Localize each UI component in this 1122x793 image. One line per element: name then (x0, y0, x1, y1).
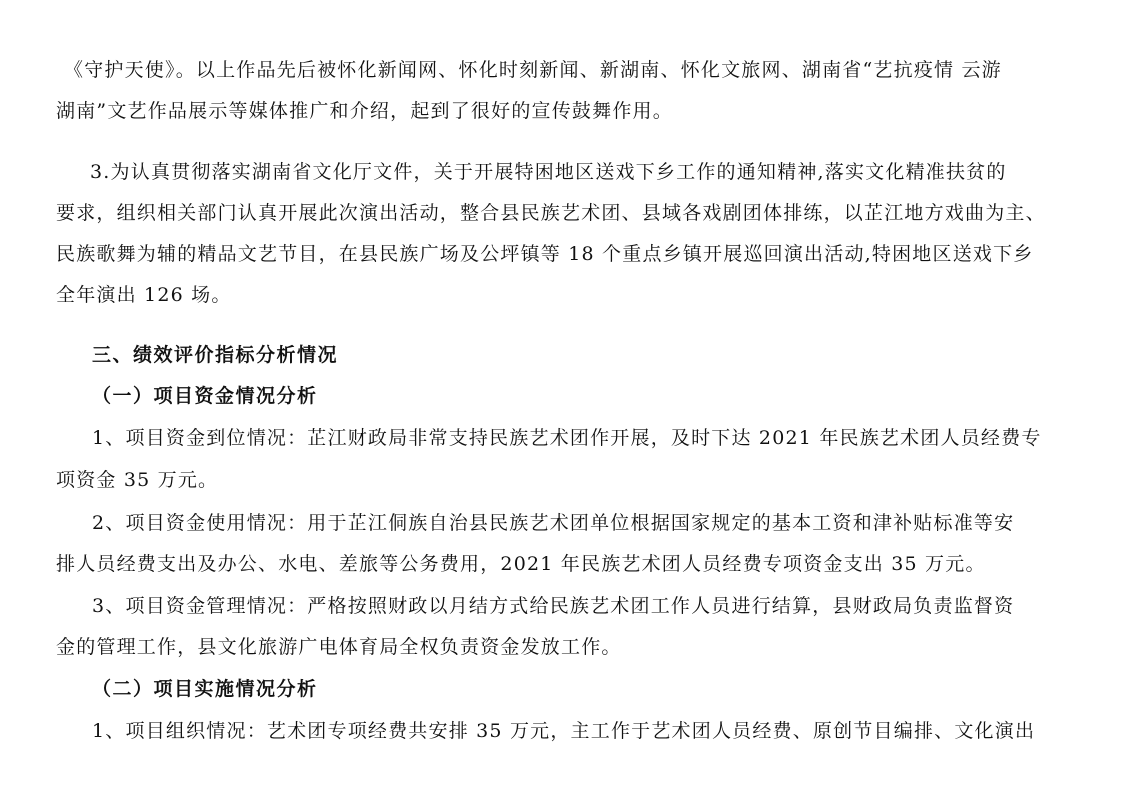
subsection-2-item-1-line-1: 1、项目组织情况：艺术团专项经费共安排 35 万元，主工作于艺术团人员经费、原创节目编排、文化演出 (92, 720, 1036, 742)
paragraph-2-line-3: 民族歌舞为辅的精品文艺节目，在县民族广场及公坪镇等 18 个重点乡镇开展巡回演出活动,特困地区送戏下乡 (56, 243, 1034, 265)
section-3-heading: 三、绩效评价指标分析情况 (92, 344, 339, 366)
paragraph-1-line-1: 《守护天使》。以上作品先后被怀化新闻网、怀化时刻新闻、新湖南、怀化文旅网、湖南省“艺抗疫情 云游 (64, 59, 1002, 81)
subsection-1-item-1-line-2: 项资金 35 万元。 (56, 469, 219, 491)
paragraph-2-line-1: 3.为认真贯彻落实湖南省文化厅文件，关于开展特困地区送戏下乡工作的通知精神,落实文化精准扶贫的 (90, 161, 1007, 183)
subsection-2-heading: （二）项目实施情况分析 (92, 678, 318, 700)
paragraph-1-line-2: 湖南”文艺作品展示等媒体推广和介绍，起到了很好的宣传鼓舞作用。 (56, 100, 673, 122)
paragraph-2-line-2: 要求，组织相关部门认真开展此次演出活动，整合县民族艺术团、县域各戏剧团体排练，以芷江地方戏曲为主、 (56, 202, 1046, 224)
subsection-1-item-1-line-1: 1、项目资金到位情况：芷江财政局非常支持民族艺术团作开展，及时下达 2021 年民族艺术团人员经费专 (92, 427, 1042, 449)
subsection-1-item-2-line-1: 2、项目资金使用情况：用于芷江侗族自治县民族艺术团单位根据国家规定的基本工资和津补贴标准等安 (92, 512, 1015, 534)
subsection-1-item-3-line-1: 3、项目资金管理情况：严格按照财政以月结方式给民族艺术团工作人员进行结算，县财政局负责监督资 (92, 595, 1015, 617)
subsection-1-item-2-line-2: 排人员经费支出及办公、水电、差旅等公务费用，2021 年民族艺术团人员经费专项资金支出 35 万元。 (56, 553, 986, 575)
paragraph-2-line-4: 全年演出 126 场。 (56, 284, 232, 306)
subsection-1-heading: （一）项目资金情况分析 (92, 385, 318, 407)
subsection-1-item-3-line-2: 金的管理工作，县文化旅游广电体育局全权负责资金发放工作。 (56, 636, 622, 658)
